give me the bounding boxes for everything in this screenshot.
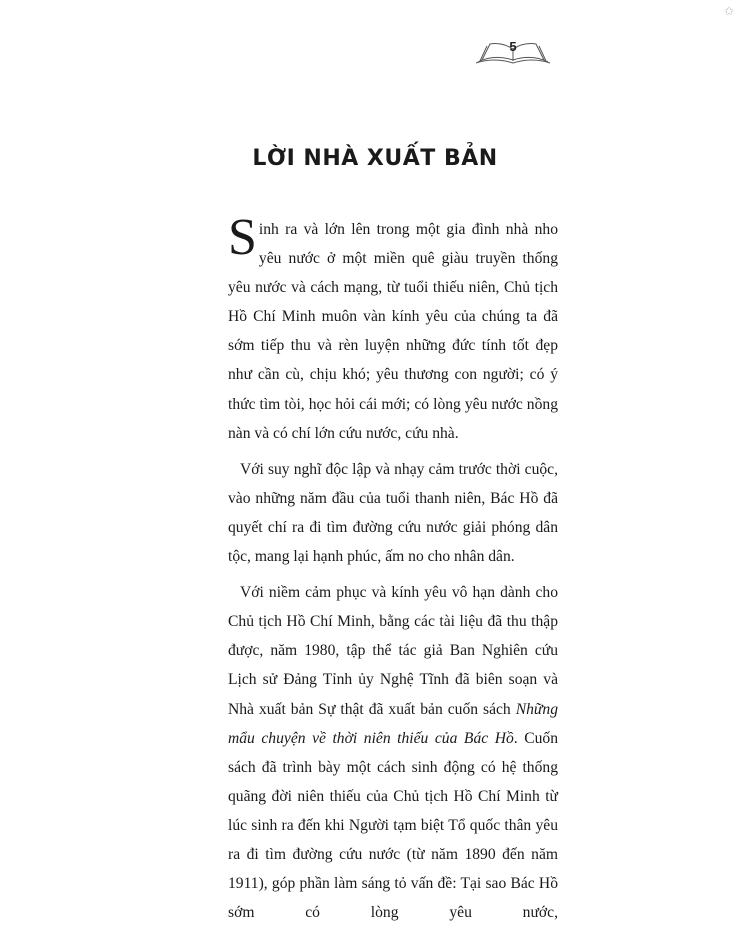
paragraph-3-text-after: . Cuốn sách đã trình bày một cách sinh động có hệ thống quãng đời niên thiếu của Chủ tịch Hồ Chí Minh từ lúc sinh ra đến khi Người tạm biệt Tổ quốc thân yêu ra đi tìm đường cứu nước (từ năm 1890 đến năm 1911), góp phần làm sáng tỏ vấn đề: Tại sao Bác Hồ sớm có lòng yêu nước, <box>228 729 558 922</box>
paragraph-1 <box>228 209 558 448</box>
paragraph-2: Với suy nghĩ độc lập và nhạy cảm trước thời cuộc, vào những năm đầu của tuổi thanh niên, Bác Hồ đã quyết chí ra đi tìm đường cứu nước giải phóng dân tộc, mang lại hạnh phúc, ấm no cho nhân dân. <box>228 460 558 566</box>
paragraph-3-text-before: Với niềm cảm phục và kính yêu vô hạn dành cho Chủ tịch Hồ Chí Minh, bằng các tài liệu đã thu thập được, năm 1980, tập thể tác giả Ban Nghiên cứu Lịch sử Đảng Tỉnh ủy Nghệ Tĩnh đã biên soạn và Nhà xuất bản Sự thật đã xuất bản cuốn sách <box>228 584 558 718</box>
paragraph-1-text: inh ra và lớn lên trong một gia đình nhà nho yêu nước ở một miền quê giàu truyền thống yêu nước và cách mạng, từ tuổi thiếu niên, Chủ tịch Hồ Chí Minh muôn vàn kính yêu của chúng ta đã sớm tiếp thu và rèn luyện những đức tính tốt đẹp như cần cù, chịu khó; yêu thương con người; có ý thức tìm tòi, học hỏi cái mới; có lòng yêu nước nồng nàn và có chí lớn cứu nước, cứu nhà. <box>228 221 558 442</box>
page-title: LỜI NHÀ XUẤT BẢN <box>252 146 498 171</box>
page-header <box>474 36 552 66</box>
book-title: Những mẩu chuyện về thời niên thiếu của Bác Hồ <box>228 700 558 747</box>
page-number: 5 <box>509 39 517 54</box>
body-text <box>228 209 558 934</box>
star-icon: ✩ <box>724 4 735 18</box>
drop-cap: S <box>228 209 257 266</box>
paragraph-3 <box>228 578 558 927</box>
